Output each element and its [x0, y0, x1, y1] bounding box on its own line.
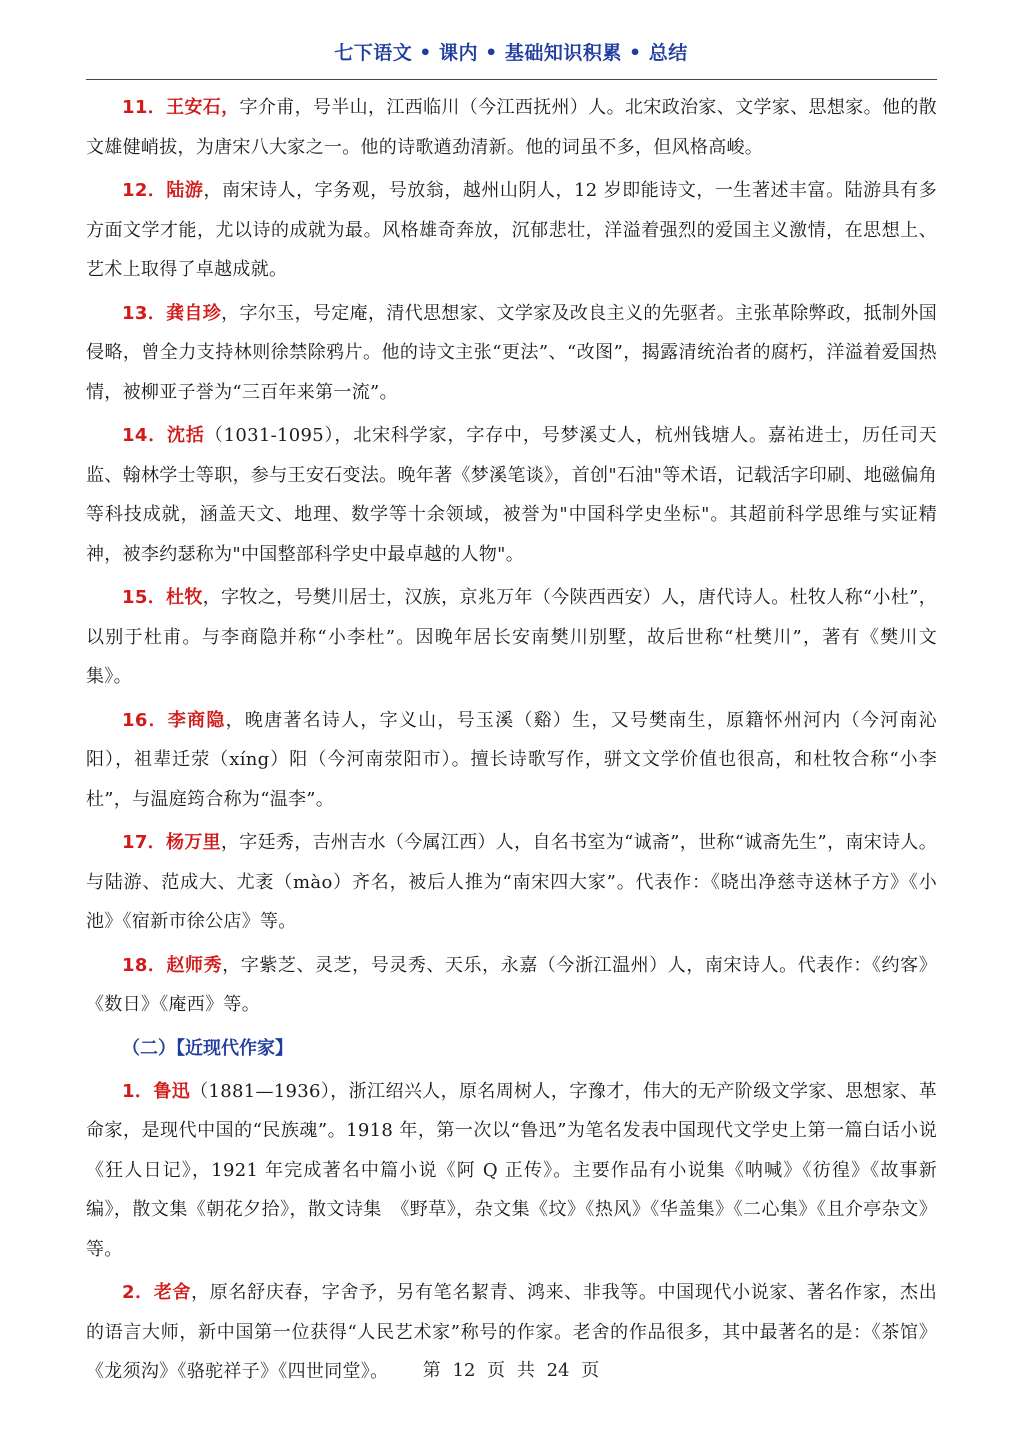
- author-entry-du-mu: [86, 578, 937, 697]
- entry-text: ，字牧之，号樊川居士，汉族，京兆万年（今陕西西安）人，唐代诗人。杜牧人称“小杜”，以别于杜甫。与李商隐并称“小李杜”。因晚年居长安南樊川别墅，故后世称“杜樊川”，著有《樊川文集》。: [86, 587, 937, 687]
- author-entry-lu-you: [86, 171, 937, 290]
- entry-number: 16．: [122, 709, 168, 731]
- author-entry-zhao-shixiu: [86, 946, 937, 1025]
- author-name: 李商隐: [167, 709, 226, 731]
- entry-number: 13．: [122, 302, 167, 324]
- entry-number: 17．: [122, 832, 166, 853]
- author-name: 老舍: [153, 1282, 192, 1303]
- author-name: 陆游: [166, 180, 204, 201]
- entry-text: ，原名舒庆春，字舍予，另有笔名絜青、鸿来、非我等。中国现代小说家、著名作家，杰出的语言大师，新中国第一位获得“人民艺术家”称号的作家。老舍的作品很多，其中最著名的是：《茶馆》《龙须沟》《骆驼祥子》《四世同堂》。: [86, 1282, 937, 1382]
- entry-number: 2．: [122, 1282, 154, 1303]
- entry-number: 14．: [122, 425, 168, 446]
- entry-text: 字介甫，号半山，江西临川（今江西抚州）人。北宋政治家、文学家、思想家。他的散文雄健峭拔，为唐宋八大家之一。他的诗歌遒劲清新。他的词虽不多，但风格高峻。: [86, 97, 937, 158]
- author-name: 鲁迅: [153, 1080, 191, 1102]
- author-entry-shen-kuo: [86, 416, 937, 574]
- author-entry-lu-xun: [86, 1072, 937, 1270]
- entry-number: 12．: [122, 180, 167, 201]
- author-name: 沈括: [167, 425, 205, 446]
- entry-number: 15．: [122, 587, 167, 608]
- author-entry-gong-zizhen: [86, 294, 937, 413]
- author-name: 杜牧: [166, 587, 203, 608]
- entry-text: ，南宋诗人，字务观，号放翁，越州山阴人，12 岁即能诗文，一生著述丰富。陆游具有多方面文学才能，尤以诗的成就为最。风格雄奇奔放，沉郁悲壮，洋溢着强烈的爱国主义激情，在思想上、艺术上取得了卓越成就。: [86, 180, 937, 280]
- entry-text: ，晚唐著名诗人，字义山，号玉溪（谿）生，又号樊南生，原籍怀州河内（今河南沁阳），祖辈迁荥（xíng）阳（今河南荥阳市）。擅长诗歌写作，骈文文学价值也很高，和杜牧合称“小李杜”，与温庭筠合称为“温李”。: [86, 709, 937, 810]
- author-entry-wang-anshi: [86, 88, 937, 167]
- entry-number: 1．: [122, 1080, 154, 1102]
- entry-number: 11．: [122, 97, 167, 118]
- entry-text: （1881—1936），浙江绍兴人，原名周树人，字豫才，伟大的无产阶级文学家、思想家、革命家，是现代中国的“民族魂”。1918 年，第一次以“鲁迅”为笔名发表中国现代文学史上第一篇白话小说《狂人日记》，1921 年完成著名中篇小说《阿 Q 正传》。主要作品有小说集《呐喊》《彷徨》《故事新编》，散文集《朝花夕拾》，散文诗集 《野草》，杂文集《坟》《热风》《华盖集》《二心集》《且介亭杂文》等。: [86, 1080, 937, 1260]
- entry-text: ，字廷秀，吉州吉水（今属江西）人，自名书室为“诚斋”，世称“诚斋先生”，南宋诗人。与陆游、范成大、尤袤（mào）齐名，被后人推为“南宋四大家”。代表作：《晓出净慈寺送林子方》《小池》《宿新市徐公店》等。: [86, 832, 937, 932]
- entry-number: 18．: [122, 954, 167, 976]
- author-entry-li-shangyin: [86, 701, 937, 820]
- author-name: 王安石，: [166, 97, 240, 118]
- section-heading-modern-writers: （二）【近现代作家】: [122, 1037, 293, 1059]
- author-name: 杨万里: [166, 832, 221, 853]
- author-name: 赵师秀: [166, 954, 223, 976]
- entry-text: ，字尔玉，号定庵，清代思想家、文学家及改良主义的先驱者。主张革除弊政，抵制外国侵略，曾全力支持林则徐禁除鸦片。他的诗文主张“更法”、“改图”，揭露清统治者的腐朽，洋溢着爱国热情，被柳亚子誉为“三百年来第一流”。: [86, 302, 937, 403]
- page-number-footer: 第 12 页 共 24 页: [422, 1360, 600, 1381]
- entry-text: ，字紫芝、灵芝，号灵秀、天乐，永嘉（今浙江温州）人，南宋诗人。代表作：《约客》《数日》《庵西》等。: [86, 954, 937, 1015]
- author-entry-yang-wanli: [86, 823, 937, 942]
- header-divider: [86, 79, 937, 80]
- page-header-title: 七下语文 • 课内 • 基础知识积累 • 总结: [334, 42, 688, 64]
- entry-text: （1031-1095），北宋科学家，字存中，号梦溪丈人，杭州钱塘人。嘉祐进士，历任司天监、翰林学士等职，参与王安石变法。晚年著《梦溪笔谈》，首创"石油"等术语，记载活字印刷、地磁偏角等科技成就，涵盖天文、地理、数学等十余领域，被誉为"中国科学史坐标"。其超前科学思维与实证精神，被李约瑟称为"中国整部科学史中最卓越的人物"。: [86, 425, 937, 565]
- author-name: 龚自珍: [166, 302, 222, 324]
- document-body: [86, 88, 937, 1396]
